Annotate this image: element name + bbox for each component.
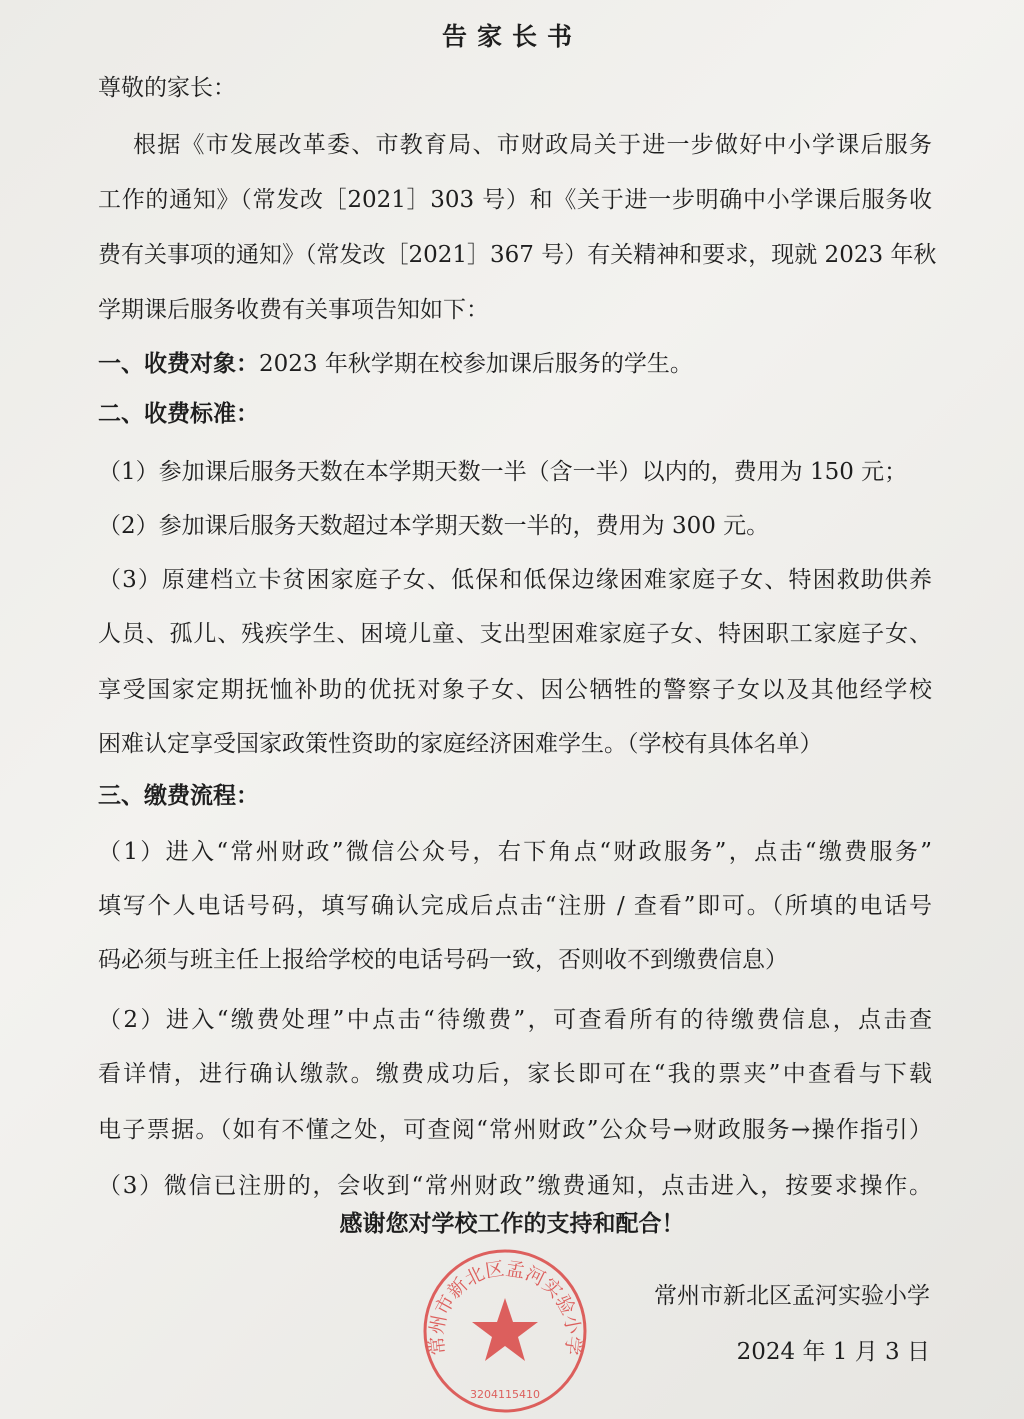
section2-line: （3）原建档立卡贫困家庭子女、低保和低保边缘困难家庭子女、特困救助供养 [98, 567, 932, 593]
section3-line: 看详情，进行确认缴款。缴费成功后，家长即可在“我的票夹”中查看与下载 [98, 1061, 932, 1087]
signature: 常州市新北区孟河实验小学 [654, 1283, 930, 1309]
section2-line: 享受国家定期抚恤补助的优抚对象子女、因公牺牲的警察子女以及其他经学校 [98, 677, 932, 703]
section2-line: （2）参加课后服务天数超过本学期天数一半的，费用为 300 元。 [98, 513, 770, 539]
intro-line: 工作的通知》（常发改［2021］303 号）和《关于进一步明确中小学课后服务收 [98, 187, 932, 213]
intro-line: 费有关事项的通知》（常发改［2021］367 号）有关精神和要求，现就 2023 年秋 [98, 242, 937, 268]
section3-line: 电子票据。（如有不懂之处，可查阅“常州财政”公众号→财政服务→操作指引） [98, 1117, 932, 1143]
salutation: 尊敬的家长： [98, 75, 236, 101]
section2-line: 人员、孤儿、残疾学生、困境儿童、支出型困难家庭子女、特困职工家庭子女、 [98, 621, 932, 647]
section2-line: 困难认定享受国家政策性资助的家庭经济困难学生。（学校有具体名单） [98, 731, 823, 757]
section1-heading: 一、收费对象： [98, 350, 259, 377]
section1 [98, 349, 693, 379]
section3-line: 码必须与班主任上报给学校的电话号码一致，否则收不到缴费信息） [98, 947, 788, 973]
intro-line: 根据《市发展改革委、市教育局、市财政局关于进一步做好中小学课后服务 [133, 132, 932, 158]
section3-line: 填写个人电话号码，填写确认完成后点击“注册 / 查看”即可。（所填的电话号 [98, 893, 932, 919]
thanks-line: 感谢您对学校工作的支持和配合！ [339, 1210, 685, 1237]
section3-line: （3）微信已注册的，会收到“常州财政”缴费通知，点击进入，按要求操作。 [98, 1173, 932, 1199]
date: 2024 年 1 月 3 日 [736, 1339, 930, 1365]
section1-text: 2023 年秋学期在校参加课后服务的学生。 [259, 351, 693, 377]
svg-text:3204115410: 3204115410 [470, 1388, 540, 1401]
document-title: 告家长书 [441, 22, 582, 51]
section3-heading: 三、缴费流程： [98, 782, 259, 809]
star-icon [472, 1298, 538, 1361]
section3-line: （1）进入“常州财政”微信公众号，右下角点“财政服务”，点击“缴费服务” [98, 839, 932, 865]
svg-text:常州市新北区孟河实验小学: 常州市新北区孟河实验小学 [425, 1257, 585, 1357]
section3-line: （2）进入“缴费处理”中点击“待缴费”，可查看所有的待缴费信息，点击查 [98, 1007, 932, 1033]
section2-line: （1）参加课后服务天数在本学期天数一半（含一半）以内的，费用为 150 元； [98, 459, 908, 485]
school-seal-stamp [420, 1246, 590, 1416]
section2-heading: 二、收费标准： [98, 400, 259, 427]
intro-line: 学期课后服务收费有关事项告知如下： [98, 297, 489, 323]
